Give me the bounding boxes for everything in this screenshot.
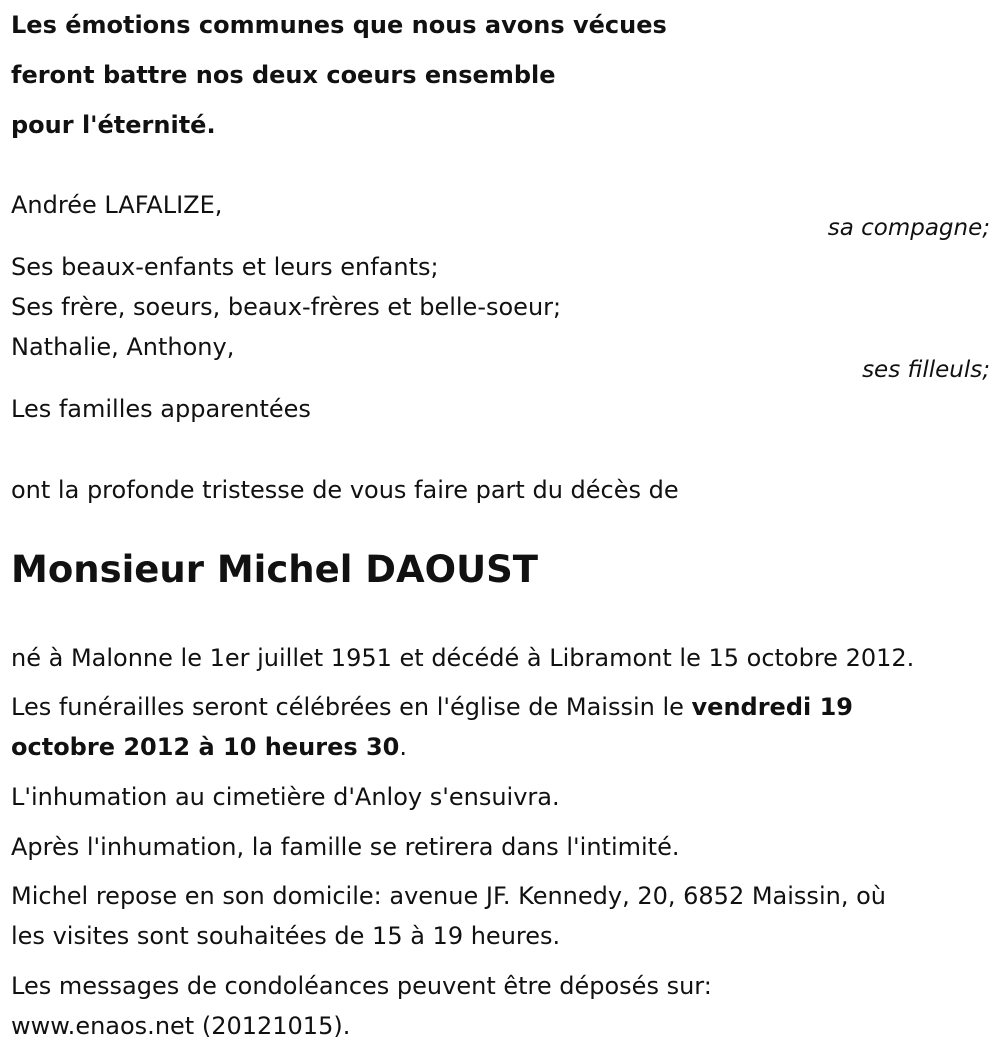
- resting-place-line-2: les visites sont souhaitées de 15 à 19 heures.: [11, 922, 561, 950]
- birth-death-info: né à Malonne le 1er juillet 1951 et décédé à Libramont le 15 octobre 2012.: [11, 644, 915, 672]
- companion-role: sa compagne;: [827, 215, 990, 241]
- funeral-info-line-1: [11, 692, 853, 722]
- siblings: Ses frère, soeurs, beaux-frères et belle-soeur;: [11, 293, 562, 321]
- deceased-name: Monsieur Michel DAOUST: [11, 548, 539, 591]
- announcement: ont la profonde tristesse de vous faire part du décès de: [11, 476, 679, 504]
- funeral-suffix: .: [399, 733, 408, 761]
- resting-place-line-1: Michel repose en son domicile: avenue JF. Kennedy, 20, 6852 Maissin, où: [11, 882, 886, 910]
- related-families: Les familles apparentées: [11, 395, 311, 423]
- burial-info: L'inhumation au cimetière d'Anloy s'ensuivra.: [11, 783, 560, 811]
- godchildren-role: ses filleuls;: [862, 357, 990, 383]
- condolences-line-1: Les messages de condoléances peuvent être déposés sur:: [11, 972, 712, 1000]
- funeral-prefix: Les funérailles seront célébrées en l'église de Maissin le: [11, 693, 692, 721]
- after-burial-info: Après l'inhumation, la famille se retirera dans l'intimité.: [11, 833, 680, 861]
- step-children: Ses beaux-enfants et leurs enfants;: [11, 253, 439, 281]
- funeral-date-part-1: vendredi 19: [691, 693, 853, 721]
- godchildren-names: Nathalie, Anthony,: [11, 333, 235, 361]
- condolences-line-2: www.enaos.net (20121015).: [11, 1012, 351, 1040]
- poem-line-3: pour l'éternité.: [11, 111, 216, 139]
- poem-line-1: Les émotions communes que nous avons vécues: [11, 11, 667, 39]
- poem-line-2: feront battre nos deux coeurs ensemble: [11, 61, 556, 89]
- funeral-date-part-2: octobre 2012 à 10 heures 30: [11, 733, 400, 761]
- funeral-info-line-2: [11, 732, 407, 762]
- companion-name: Andrée LAFALIZE,: [11, 191, 223, 219]
